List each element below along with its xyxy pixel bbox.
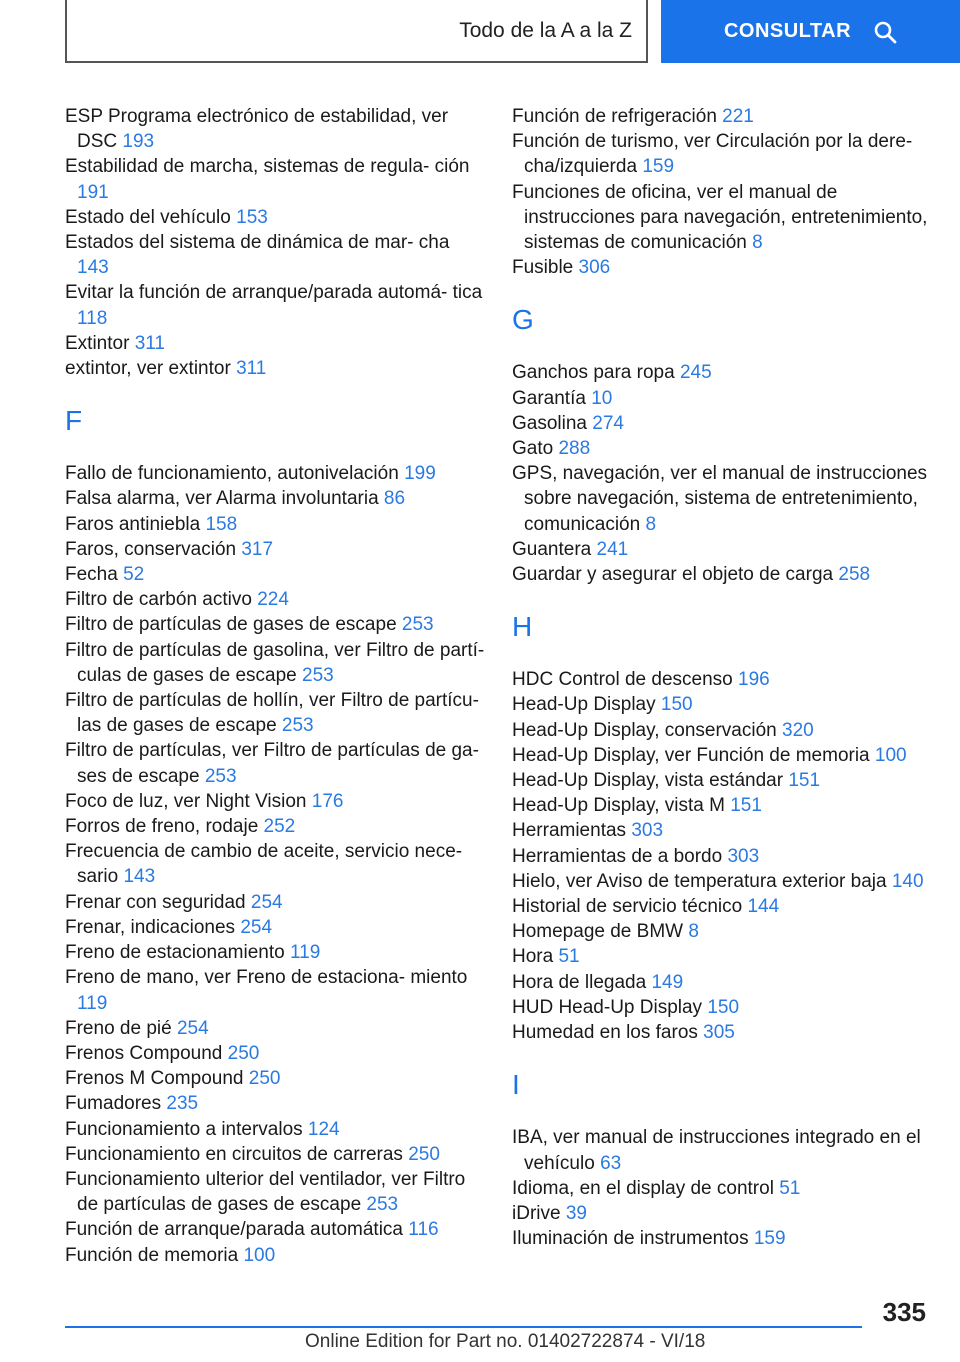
index-entry-text: Frenar con seguridad	[65, 891, 246, 913]
index-entry-text: Head-Up Display, conservación	[512, 719, 777, 741]
index-entry-text: Frenos Compound	[65, 1042, 223, 1064]
page-link[interactable]: 320	[782, 719, 814, 741]
page-link[interactable]: 196	[738, 669, 770, 691]
index-entry	[65, 537, 485, 562]
page-link[interactable]: 119	[77, 992, 108, 1014]
index-entry-text: Head-Up Display, ver Función de memoria	[512, 744, 870, 766]
index-entry-text: Función de arranque/parada automática	[65, 1219, 404, 1241]
index-entry	[65, 612, 485, 637]
index-entry-text: Faros antiniebla	[65, 513, 201, 535]
page-link[interactable]: 151	[788, 770, 821, 792]
page-link[interactable]: 143	[77, 257, 109, 279]
page-link[interactable]: 100	[874, 744, 907, 766]
index-entry-text: Fusible	[512, 257, 574, 279]
page-link[interactable]: 250	[248, 1068, 281, 1090]
footer-edition: Online Edition for Part no. 01402722874 - VI/18	[305, 1331, 706, 1352]
page-link[interactable]: 224	[257, 589, 289, 611]
index-entry-text: Faros, conservación	[65, 538, 237, 560]
index-entry	[65, 356, 485, 381]
consult-button[interactable]	[661, 0, 960, 63]
index-entry	[512, 104, 932, 129]
index-entry-text: Estado del vehículo	[65, 206, 231, 228]
index-entry-text: Head-Up Display, vista M	[512, 795, 725, 817]
index-entry-text: Falsa alarma, ver Alarma involuntaria	[65, 488, 379, 510]
index-entry	[65, 1066, 485, 1091]
page-link[interactable]: 253	[401, 614, 434, 636]
index-column-left	[65, 104, 485, 1268]
page-link[interactable]: 305	[703, 1022, 735, 1044]
index-entry-text: Humedad en los faros	[512, 1022, 698, 1044]
index-entry	[65, 789, 485, 814]
footer-divider	[65, 1326, 862, 1328]
page-link[interactable]: 193	[122, 131, 155, 153]
index-entry	[512, 718, 932, 743]
index-entry	[512, 944, 932, 969]
page-link[interactable]: 235	[166, 1093, 199, 1115]
index-entry	[65, 1217, 485, 1242]
index-entry-text: GPS, navegación, ver el manual de instrucciones sobre navegación, sistema de entretenimiento, comunicación	[512, 463, 928, 535]
index-entry-text: Freno de mano, ver Freno de estaciona‐ miento	[65, 967, 468, 989]
index-entry-text: Head-Up Display	[512, 694, 656, 716]
index-entry-text: Historial de servicio técnico	[512, 896, 743, 918]
page-link[interactable]: 306	[578, 257, 611, 279]
index-entry-text: Garantía	[512, 387, 586, 409]
page-link[interactable]: 158	[205, 513, 238, 535]
page-link[interactable]: 250	[227, 1042, 260, 1064]
page-link[interactable]: 140	[891, 870, 924, 892]
index-entry	[512, 692, 932, 717]
page-link[interactable]: 311	[236, 358, 267, 380]
index-entry	[512, 844, 932, 869]
page-link[interactable]: 253	[281, 715, 314, 737]
page-number: 335	[882, 1297, 926, 1327]
page-link[interactable]: 252	[263, 816, 296, 838]
index-entry	[65, 638, 485, 688]
index-entry	[65, 814, 485, 839]
index-entry	[65, 738, 485, 788]
index-entry-text: Estabilidad de marcha, sistemas de regula‐ ción	[65, 156, 470, 178]
index-entry	[512, 1176, 932, 1201]
index-entry-text: Forros de freno, rodaje	[65, 816, 259, 838]
index-entry	[512, 869, 932, 894]
index-entry-text: Filtro de partículas de hollín, ver Filtro de partícu‐ las de gases de escape	[65, 690, 479, 737]
page-link[interactable]: 8	[752, 232, 763, 254]
section-letter: G	[512, 304, 534, 336]
index-entry	[512, 768, 932, 793]
page-link[interactable]: 118	[77, 307, 108, 329]
index-entry	[512, 436, 932, 461]
index-entry	[65, 688, 485, 738]
page-link[interactable]: 8	[688, 921, 699, 943]
index-entry	[512, 255, 932, 280]
index-entry	[65, 915, 485, 940]
index-entry	[512, 743, 932, 768]
page-link[interactable]: 288	[558, 438, 591, 460]
index-entry	[65, 1142, 485, 1167]
index-entry-text: Foco de luz, ver Night Vision	[65, 790, 307, 812]
index-entry	[65, 154, 485, 204]
page-link[interactable]: 119	[289, 942, 321, 964]
page-link[interactable]: 254	[240, 916, 273, 938]
page-link[interactable]: 144	[747, 896, 780, 918]
index-entry	[65, 486, 485, 511]
index-entry-text: Estados del sistema de dinámica de mar‐ cha	[65, 232, 450, 254]
index-entry-text: Filtro de carbón activo	[65, 589, 252, 611]
page-link[interactable]: 253	[366, 1194, 399, 1216]
index-entry-text: iDrive	[512, 1202, 561, 1224]
index-entry	[512, 180, 932, 256]
page-link[interactable]: 254	[250, 891, 283, 913]
section-letter: H	[512, 611, 533, 643]
index-entry-text: Freno de pié	[65, 1017, 172, 1039]
index-entry	[65, 461, 485, 486]
index-entry	[512, 537, 932, 562]
index-entry-text: Gato	[512, 438, 554, 460]
index-entry-text: Filtro de partículas, ver Filtro de partículas de ga‐ ses de escape	[65, 740, 479, 787]
index-entry	[65, 1117, 485, 1142]
page-link[interactable]: 159	[642, 156, 675, 178]
page-link[interactable]: 241	[596, 538, 629, 560]
page-link[interactable]: 63	[600, 1152, 622, 1174]
index-entry-text: Hora	[512, 946, 554, 968]
tab-a-to-z[interactable]	[65, 0, 648, 63]
index-entry	[65, 512, 485, 537]
index-entry	[65, 104, 485, 154]
index-entry-text: Ganchos para ropa	[512, 362, 675, 384]
page-link[interactable]: 191	[77, 181, 109, 203]
index-entry-text: Fumadores	[65, 1093, 162, 1115]
index-entry-text: Iluminación de instrumentos	[512, 1228, 749, 1250]
index-entry	[512, 461, 932, 537]
index-entry-text: Funcionamiento ulterior del ventilador, ver Filtro de partículas de gases de escape	[65, 1168, 466, 1216]
index-entry	[512, 1020, 932, 1045]
page-link[interactable]: 124	[307, 1118, 340, 1140]
index-entry-text: Frecuencia de cambio de aceite, servicio nece‐ sario	[65, 841, 463, 888]
index-entry	[512, 129, 932, 179]
index-entry-text: Freno de estacionamiento	[65, 942, 285, 964]
page-link[interactable]: 100	[243, 1244, 276, 1266]
page-link[interactable]: 39	[565, 1202, 587, 1224]
index-entry	[65, 1243, 485, 1268]
index-column-right	[512, 104, 932, 1251]
page-link[interactable]: 150	[707, 996, 740, 1018]
page-link[interactable]: 245	[679, 362, 712, 384]
index-entry-text: Filtro de partículas de gases de escape	[65, 614, 397, 636]
index-entry	[65, 890, 485, 915]
index-entry-text: extintor, ver extintor	[65, 358, 231, 380]
index-entry-text: Función de memoria	[65, 1244, 239, 1266]
index-entry-text: Función de turismo, ver Circulación por la dere‐ cha/izquierda	[512, 131, 913, 178]
index-entry	[512, 1226, 932, 1251]
index-entry	[65, 230, 485, 280]
index-entry	[65, 1167, 485, 1217]
page-link[interactable]: 250	[408, 1143, 440, 1165]
index-entry-text: Fallo de funcionamiento, autonivelación	[65, 463, 399, 485]
index-entry-text: Hora de llegada	[512, 971, 647, 993]
page-link[interactable]: 51	[558, 946, 580, 968]
index-entry	[65, 1041, 485, 1066]
index-entry-text: Fecha	[65, 564, 118, 586]
page-link[interactable]: 311	[134, 332, 165, 354]
page-link[interactable]: 116	[408, 1219, 439, 1241]
page-link[interactable]: 317	[241, 538, 274, 560]
index-entry-text: Filtro de partículas de gasolina, ver Filtro de partí‐ culas de gases de escape	[65, 639, 485, 686]
page-link[interactable]: 52	[123, 564, 145, 586]
index-entry-text: Frenos M Compound	[65, 1068, 244, 1090]
index-entry-text: IBA, ver manual de instrucciones integrado en el vehículo	[512, 1127, 921, 1174]
tab-a-to-z-label: Todo de la A a la Z	[459, 18, 632, 42]
index-entry	[65, 1016, 485, 1041]
page-link[interactable]: 253	[302, 664, 334, 686]
index-entry	[512, 919, 932, 944]
consult-button-label: CONSULTAR	[723, 20, 852, 42]
index-entry-text: Función de refrigeración	[512, 106, 717, 127]
index-entry-text: Homepage de BMW	[512, 921, 684, 943]
page-link[interactable]: 159	[753, 1228, 786, 1250]
index-entry	[65, 280, 485, 330]
index-entry-text: ESP Programa electrónico de estabilidad, ver DSC	[65, 106, 449, 153]
page-link[interactable]: 143	[123, 866, 156, 888]
page-link[interactable]: 303	[727, 845, 760, 867]
page-link[interactable]: 258	[838, 564, 871, 586]
index-entry-text: Hielo, ver Aviso de temperatura exterior baja	[512, 870, 887, 892]
index-entry	[65, 965, 485, 1015]
page-link[interactable]: 254	[176, 1017, 209, 1039]
index-entry-text: Funcionamiento a intervalos	[65, 1118, 303, 1140]
page-link[interactable]: 199	[404, 463, 436, 485]
index-entry	[512, 411, 932, 436]
index-entry-text: Funciones de oficina, ver el manual de instrucciones para navegación, entretenimiento, sistemas de comunicación	[512, 181, 928, 254]
page-link[interactable]: 8	[645, 513, 657, 535]
page-link[interactable]: 221	[722, 106, 754, 127]
section-letter: I	[512, 1069, 520, 1101]
index-entry-text: Frenar, indicaciones	[65, 916, 236, 938]
index-entry	[512, 562, 932, 587]
page-link[interactable]: 274	[592, 412, 624, 434]
section-letter: F	[65, 405, 83, 437]
index-entry-text: Idioma, en el display de control	[512, 1177, 774, 1199]
index-entry	[512, 386, 932, 411]
page-link[interactable]: 10	[591, 387, 613, 409]
index-entry	[512, 667, 932, 692]
page-link[interactable]: 86	[383, 488, 406, 510]
index-entry	[512, 894, 932, 919]
index-entry-text: HDC Control de descenso	[512, 669, 733, 691]
page-link[interactable]: 153	[236, 206, 268, 228]
page-link[interactable]: 51	[779, 1177, 801, 1199]
index-entry-text: Head-Up Display, vista estándar	[512, 770, 784, 792]
index-entry	[512, 1201, 932, 1226]
index-entry	[65, 331, 485, 356]
search-icon	[873, 20, 897, 44]
index-entry	[512, 818, 932, 843]
page-link[interactable]: 176	[311, 790, 344, 812]
index-entry-text: Herramientas	[512, 820, 627, 842]
index-entry-text: Gasolina	[512, 412, 587, 434]
index-entry	[512, 793, 932, 818]
page-link[interactable]: 150	[660, 694, 693, 716]
index-entry	[65, 940, 485, 965]
index-entry	[65, 587, 485, 612]
index-entry	[512, 970, 932, 995]
page-link[interactable]: 151	[730, 795, 762, 817]
page-link[interactable]: 149	[651, 971, 684, 993]
index-entry-text: Funcionamiento en circuitos de carreras	[65, 1143, 403, 1165]
index-entry-text: Extintor	[65, 332, 130, 354]
page-link[interactable]: 303	[631, 820, 664, 842]
index-entry-text: Guardar y asegurar el objeto de carga	[512, 564, 834, 586]
index-entry-text: Herramientas de a bordo	[512, 845, 723, 867]
index-entry-text: HUD Head-Up Display	[512, 996, 703, 1018]
index-entry	[65, 205, 485, 230]
index-entry	[65, 839, 485, 889]
index-entry	[512, 1125, 932, 1175]
index-entry-text: Guantera	[512, 538, 592, 560]
index-entry	[65, 562, 485, 587]
page-link[interactable]: 253	[204, 765, 237, 787]
index-entry	[512, 995, 932, 1020]
index-entry-text: Evitar la función de arranque/parada automá‐ tica	[65, 282, 483, 304]
index-entry	[65, 1091, 485, 1116]
index-entry	[512, 360, 932, 385]
